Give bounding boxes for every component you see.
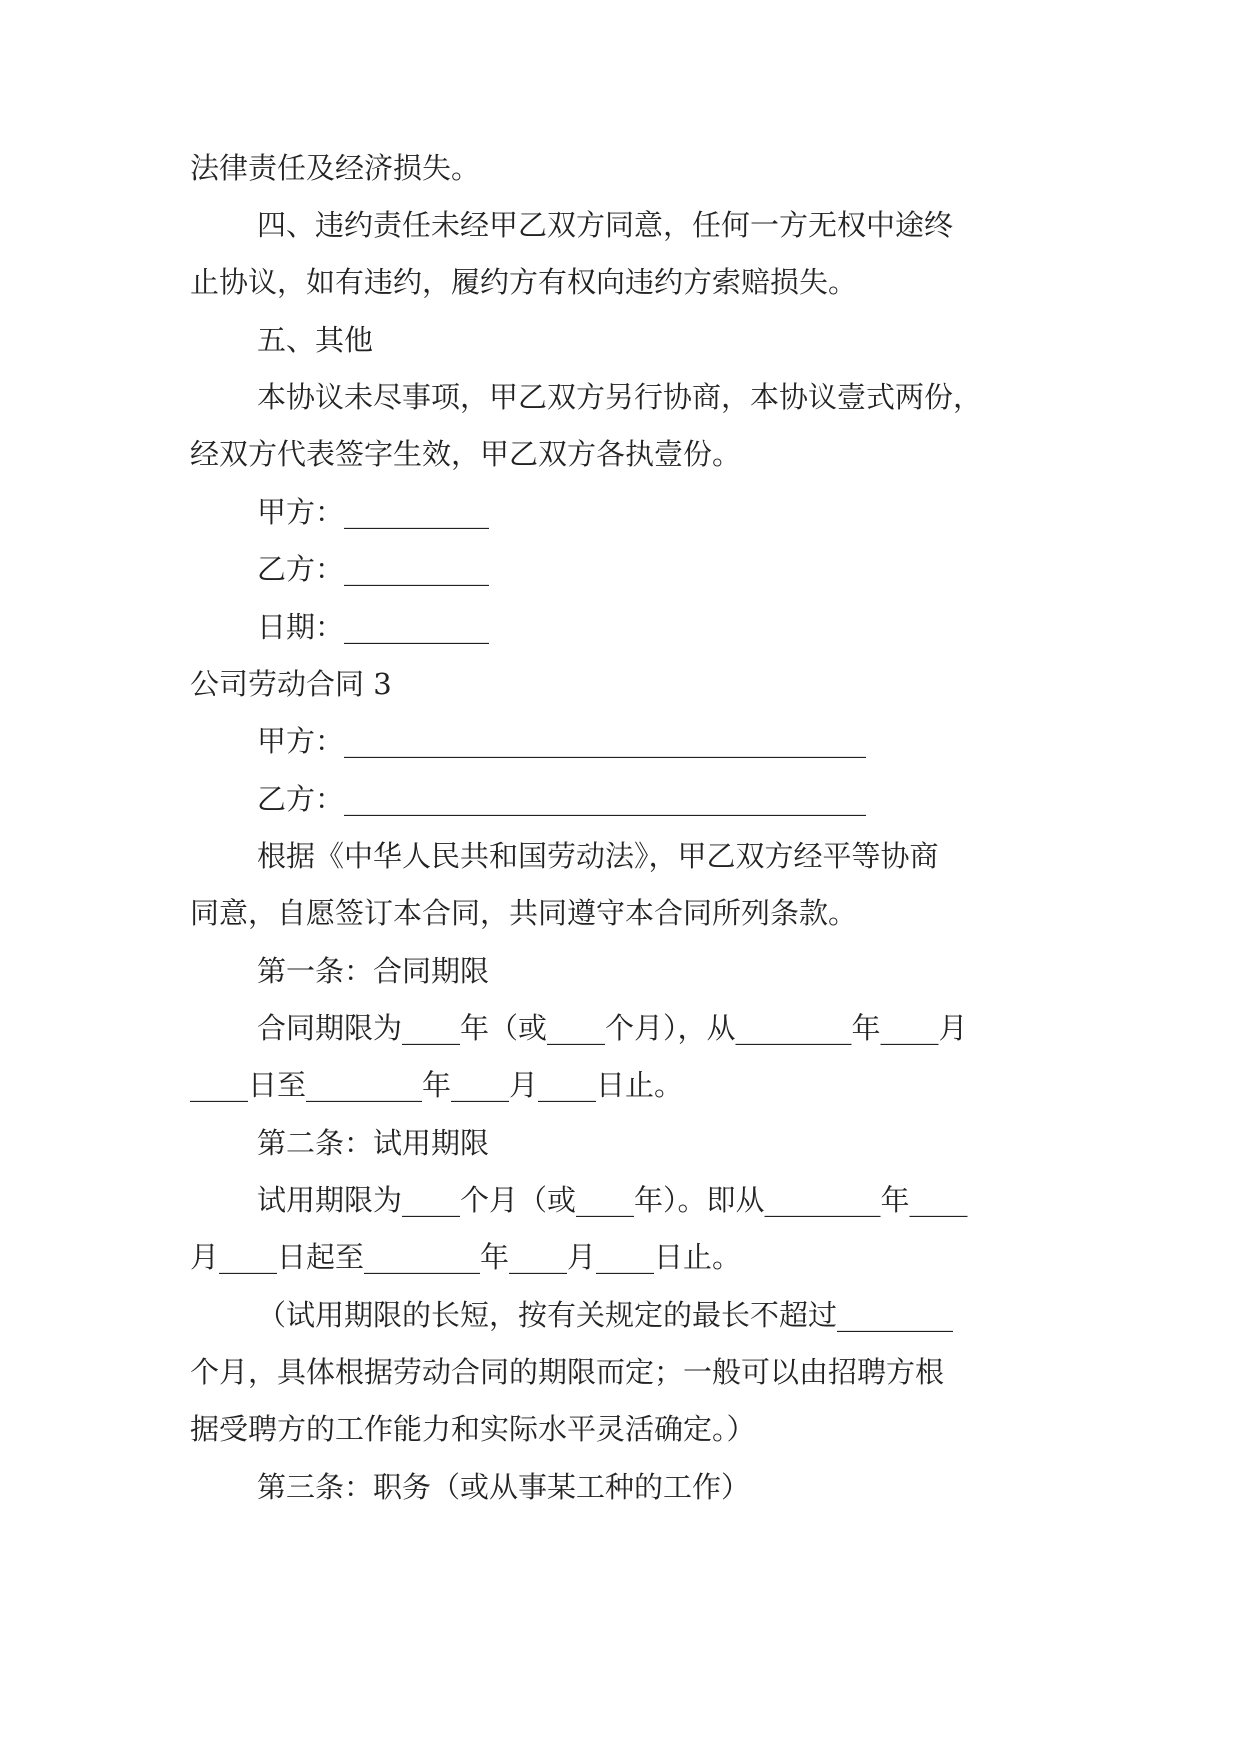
section-heading: 五、其他 <box>257 323 374 357</box>
article-heading: 第二条：试用期限 <box>257 1126 490 1160</box>
signature-line-date: 日期：__________ <box>257 610 490 644</box>
party-a-line: 甲方：____________________________________ <box>257 724 867 758</box>
text-line: 四、违约责任未经甲乙双方同意，任何一方无权中途终 <box>257 208 954 242</box>
text-line: 合同期限为____年（或____个月），从________年____月 <box>257 1011 968 1045</box>
signature-line-party-b: 乙方：__________ <box>257 552 490 586</box>
text-line: 法律责任及经济损失。 <box>190 151 481 185</box>
article-heading: 第三条：职务（或从事某工种的工作） <box>257 1470 751 1504</box>
text-line: （试用期限的长短，按有关规定的最长不超过________ <box>257 1298 954 1332</box>
text-line: 据受聘方的工作能力和实际水平灵活确定。） <box>190 1412 756 1446</box>
text-line: 根据《中华人民共和国劳动法》，甲乙双方经平等协商 <box>257 839 939 873</box>
text-line: 月____日起至________年____月____日止。 <box>190 1240 742 1274</box>
text-line: 同意，自愿签订本合同，共同遵守本合同所列条款。 <box>190 896 858 930</box>
text-line: 止协议，如有违约，履约方有权向违约方索赔损失。 <box>190 265 858 299</box>
text-line: ____日至________年____月____日止。 <box>190 1068 684 1102</box>
signature-line-party-a: 甲方：__________ <box>257 495 490 529</box>
article-heading: 第一条：合同期限 <box>257 954 490 988</box>
text-line: 本协议未尽事项，甲乙双方另行协商，本协议壹式两份， <box>257 380 983 414</box>
party-b-line: 乙方：____________________________________ <box>257 782 867 816</box>
text-line: 经双方代表签字生效，甲乙双方各执壹份。 <box>190 437 742 471</box>
contract-title: 公司劳动合同 3 <box>190 667 392 701</box>
text-line: 试用期限为____个月（或____年）。即从________年____ <box>257 1183 968 1217</box>
text-line: 个月，具体根据劳动合同的期限而定；一般可以由招聘方根 <box>190 1355 945 1389</box>
